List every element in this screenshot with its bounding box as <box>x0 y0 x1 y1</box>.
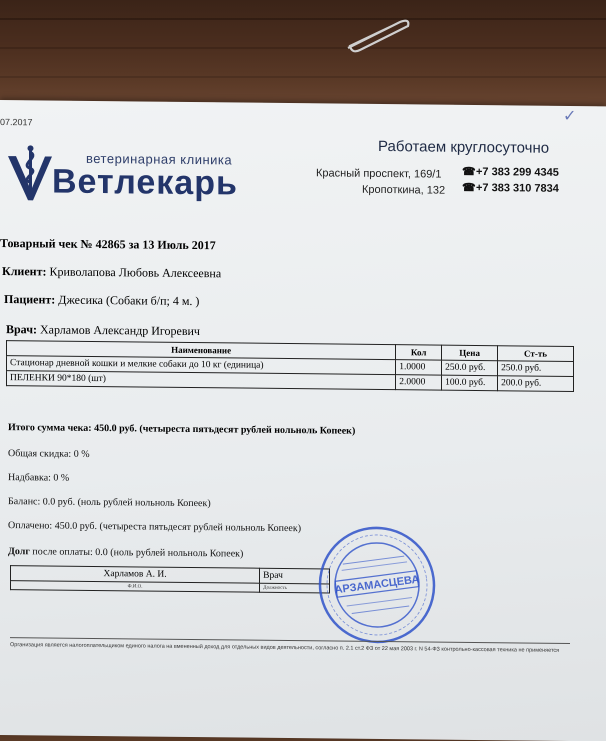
item-name: Стационар дневной кошки и мелкие собаки до 10 кг (единица) <box>7 356 396 375</box>
patient-label: Пациент: <box>4 292 56 307</box>
logo-subtitle: ветеринарная клиника <box>86 150 233 168</box>
debt-label: Долг <box>8 546 30 558</box>
paid: Оплачено: 450.0 руб. (четыреста пятьдесят рублей нольноль Копеек) <box>8 520 302 535</box>
balance: Баланс: 0.0 руб. (ноль рублей нольноль Копеек) <box>8 496 211 510</box>
doctor-name: Харламов Александр Игоревич <box>39 322 200 339</box>
col-price-header: Цена <box>442 345 498 361</box>
signer-role-caption: Должность <box>260 583 330 593</box>
phone-icon: ☎ <box>462 165 476 178</box>
signer-name-caption: Ф.И.О. <box>11 581 260 593</box>
receipt-title-text: Товарный чек № 42865 за 13 Июль 2017 <box>0 236 216 253</box>
address-1: Красный проспект, 169/1 <box>316 167 442 181</box>
signer-role: Врач <box>260 568 330 584</box>
print-date: 07.2017 <box>0 117 33 128</box>
check-mark: ✓ <box>563 107 577 126</box>
working-hours: Работаем круглосуточно <box>378 137 550 157</box>
doctor-line <box>6 322 200 339</box>
phone-2-number: +7 383 310 7834 <box>476 181 559 195</box>
item-qty: 2.0000 <box>396 375 442 390</box>
doctor-label: Врач: <box>6 322 37 337</box>
receipt-title <box>0 236 216 253</box>
item-price: 250.0 руб. <box>442 360 498 376</box>
item-cost: 200.0 руб. <box>498 376 574 392</box>
signer-name: Харламов А. И. <box>11 566 260 584</box>
item-cost: 250.0 руб. <box>498 361 574 377</box>
col-name-header: Наименование <box>7 341 396 360</box>
logo-name: Ветлекарь <box>52 162 238 203</box>
paperclip-icon <box>338 14 418 54</box>
table-surface <box>0 0 606 110</box>
client-line <box>2 264 221 281</box>
footer-note: Организация является налогоплательщиком единого налога на вмененный доход для отдельных видов деятельности, согласно п. 2.1 ст.2 ФЗ от 22 мая 2003 г. N 54-ФЗ контрольно-кассовая техника не применяется <box>10 642 560 654</box>
items-table <box>6 340 574 392</box>
discount: Общая скидка: 0 % <box>8 448 90 460</box>
item-price: 100.0 руб. <box>442 375 498 391</box>
client-name: Криволапова Любовь Алексеевна <box>49 264 222 281</box>
markup: Надбавка: 0 % <box>8 472 70 484</box>
item-name: ПЕЛЕНКИ 90*180 (шт) <box>7 371 396 390</box>
item-qty: 1.0000 <box>396 360 442 375</box>
phone-icon: ☎ <box>462 181 476 194</box>
round-stamp <box>316 523 438 646</box>
vet-logo-icon <box>6 144 56 205</box>
signature-table <box>10 565 330 593</box>
receipt-paper <box>0 100 606 741</box>
phone-1-number: +7 383 299 4345 <box>476 165 559 179</box>
client-label: Клиент: <box>2 264 47 279</box>
phone-1 <box>462 165 559 179</box>
col-qty-header: Кол <box>396 345 442 360</box>
phone-2 <box>462 181 559 195</box>
stamp-name: АРЗАМАСЦЕВА <box>333 573 421 597</box>
col-cost-header: Ст-ть <box>498 346 574 362</box>
patient-name: Джесика (Собаки б/п; 4 м. ) <box>58 292 200 309</box>
total-sum: Итого сумма чека: 450.0 руб. (четыреста пятьдесят рублей нольноль Копеек) <box>8 422 356 437</box>
debt <box>8 546 243 559</box>
patient-line <box>4 292 199 309</box>
debt-value: после оплаты: 0.0 (ноль рублей нольноль Копеек) <box>29 546 244 560</box>
address-2: Кропоткина, 132 <box>362 183 446 197</box>
